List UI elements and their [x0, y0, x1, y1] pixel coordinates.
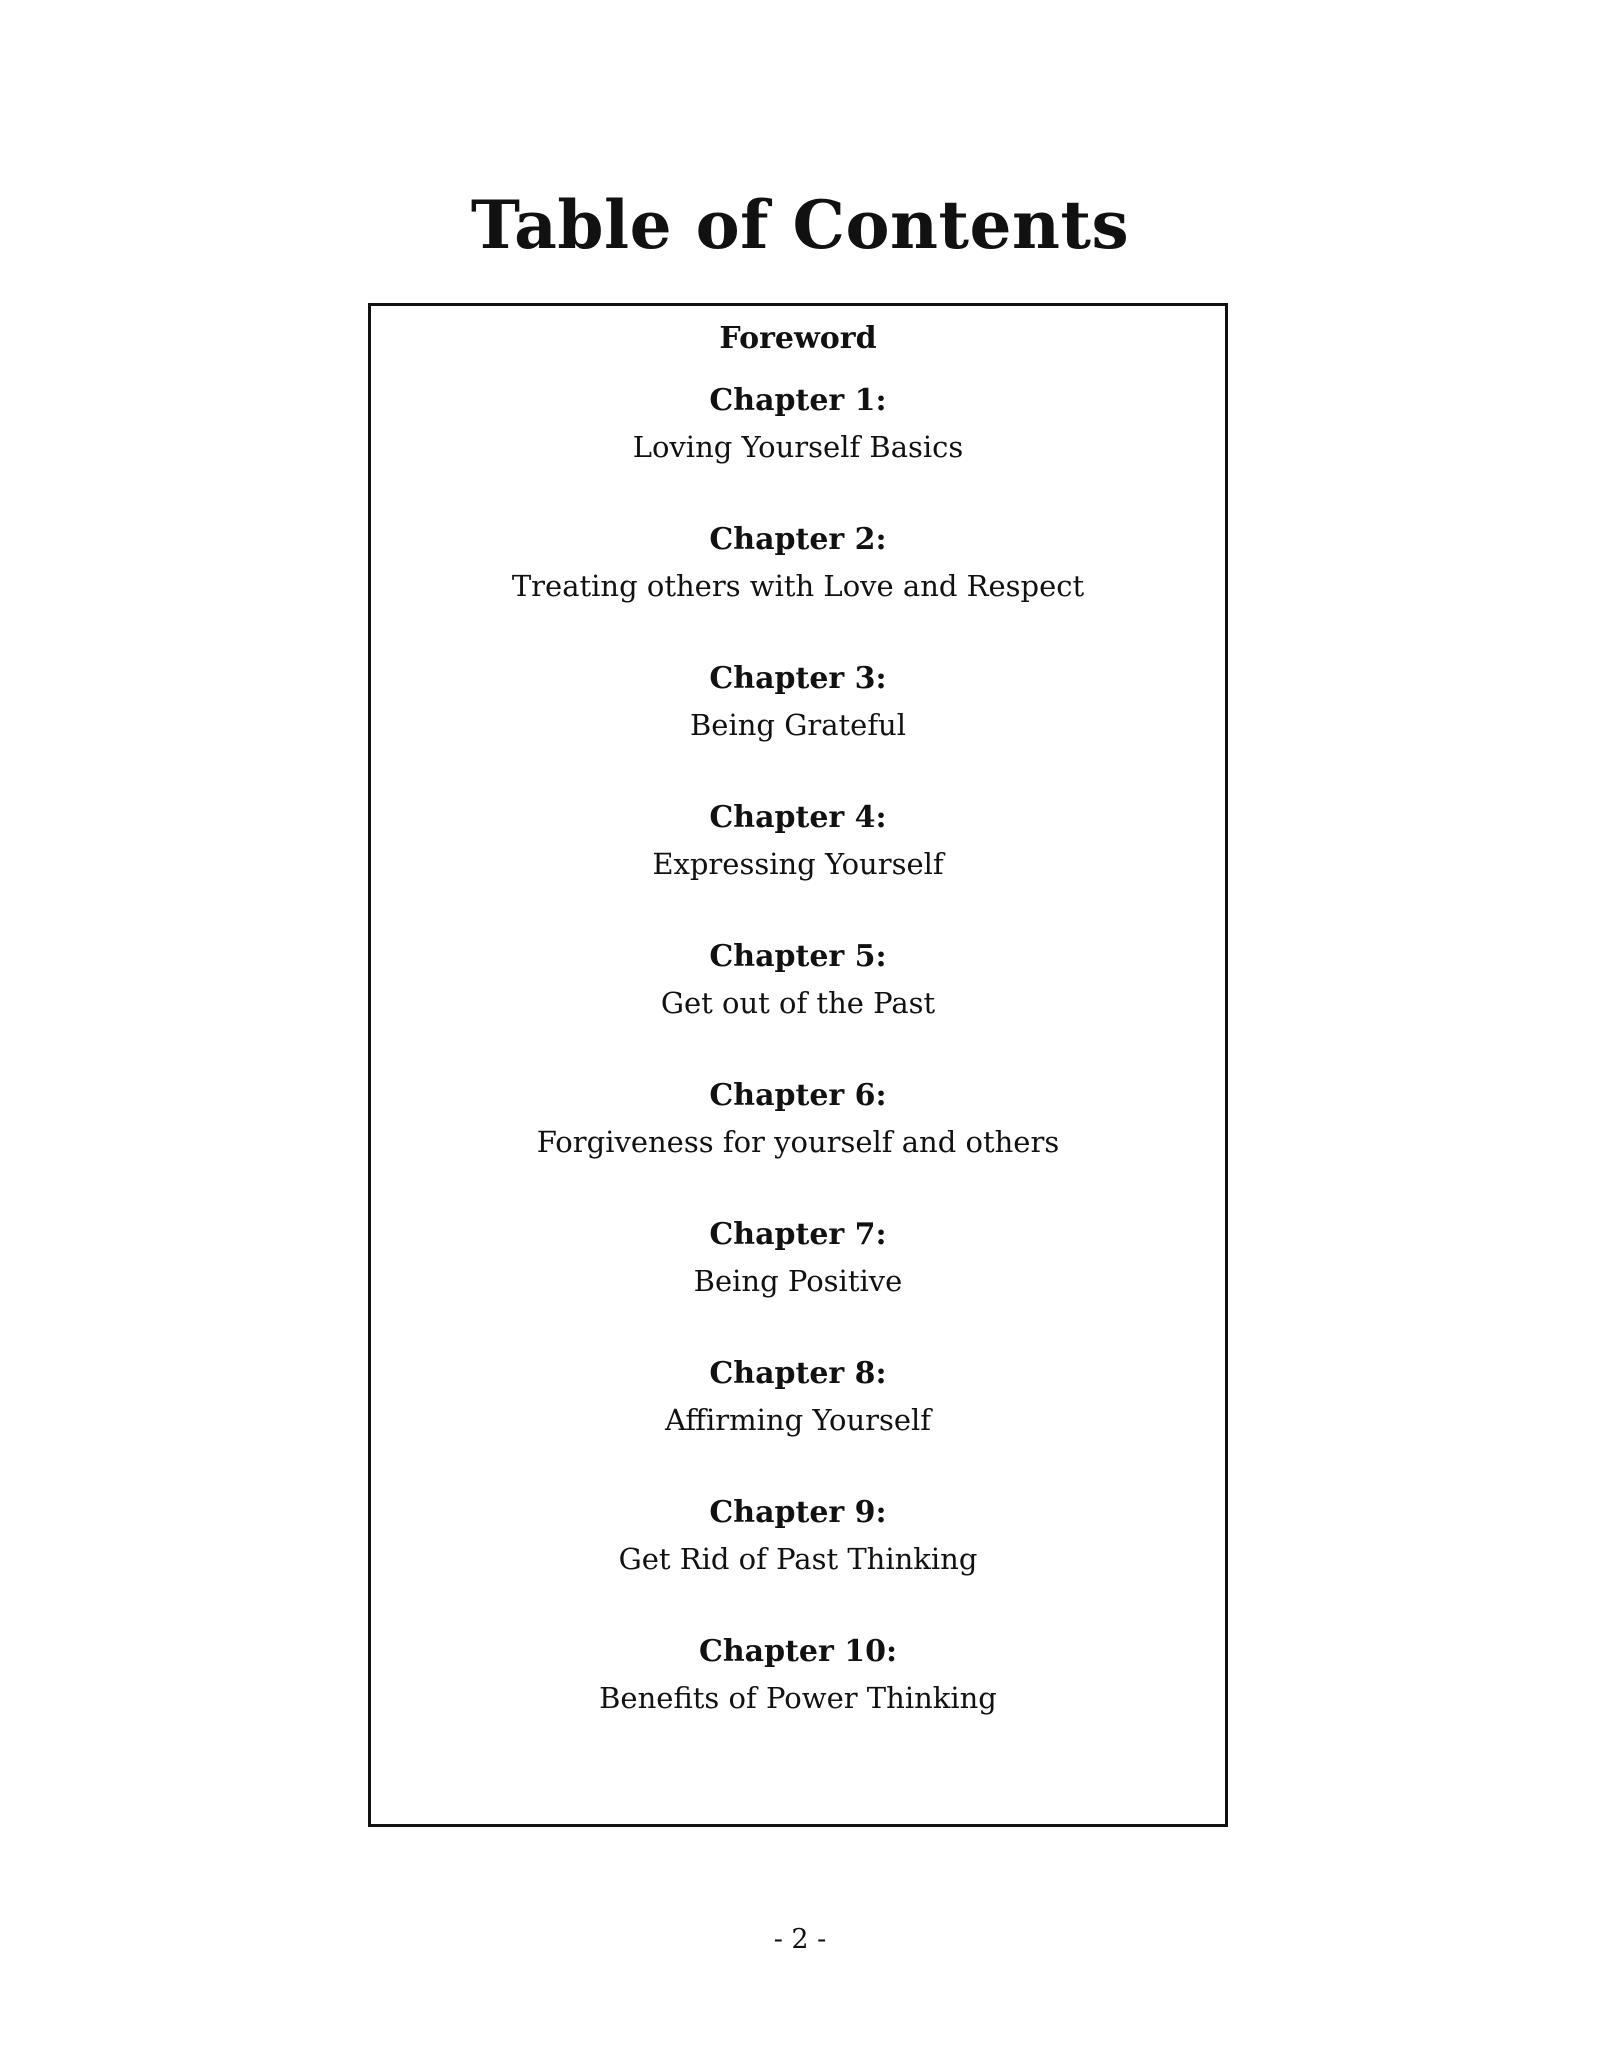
chapter-title: Loving Yourself Basics [632, 430, 964, 464]
chapter-number: Chapter 7: [709, 1217, 887, 1252]
chapter-list [371, 378, 1225, 1768]
chapter-title: Forgiveness for yourself and others [536, 1125, 1060, 1159]
chapter-title: Expressing Yourself [652, 847, 944, 881]
chapter-title: Benefits of Power Thinking [599, 1681, 997, 1715]
chapter-title: Get out of the Past [660, 986, 936, 1020]
chapter-number: Chapter 8: [709, 1356, 887, 1391]
chapter-number: Chapter 5: [709, 939, 887, 974]
chapter-title: Being Grateful [689, 708, 907, 742]
toc-entry-chapter-1[interactable] [371, 378, 1225, 517]
table-of-contents-box [368, 303, 1228, 1827]
toc-entry-chapter-3[interactable] [371, 656, 1225, 795]
page-title: Table of Contents [470, 186, 1130, 264]
toc-entry-chapter-8[interactable] [371, 1351, 1225, 1490]
toc-entry-chapter-9[interactable] [371, 1490, 1225, 1629]
chapter-number: Chapter 6: [709, 1078, 887, 1113]
chapter-number: Chapter 2: [709, 522, 887, 557]
toc-entry-chapter-10[interactable] [371, 1629, 1225, 1768]
chapter-number: Chapter 3: [709, 661, 887, 696]
chapter-title: Affirming Yourself [664, 1403, 932, 1437]
chapter-number: Chapter 10: [698, 1634, 898, 1669]
chapter-number: Chapter 9: [709, 1495, 887, 1530]
chapter-title: Treating others with Love and Respect [511, 569, 1085, 603]
page-number: - 2 - [773, 1924, 827, 1955]
chapter-number: Chapter 4: [709, 800, 887, 835]
chapter-title: Being Positive [693, 1264, 903, 1298]
toc-entry-foreword[interactable]: Foreword [719, 321, 877, 356]
toc-entry-chapter-2[interactable] [371, 517, 1225, 656]
toc-entry-chapter-4[interactable] [371, 795, 1225, 934]
chapter-number: Chapter 1: [709, 383, 887, 418]
toc-entry-chapter-5[interactable] [371, 934, 1225, 1073]
toc-entry-chapter-7[interactable] [371, 1212, 1225, 1351]
chapter-title: Get Rid of Past Thinking [618, 1542, 978, 1576]
toc-entry-chapter-6[interactable] [371, 1073, 1225, 1212]
